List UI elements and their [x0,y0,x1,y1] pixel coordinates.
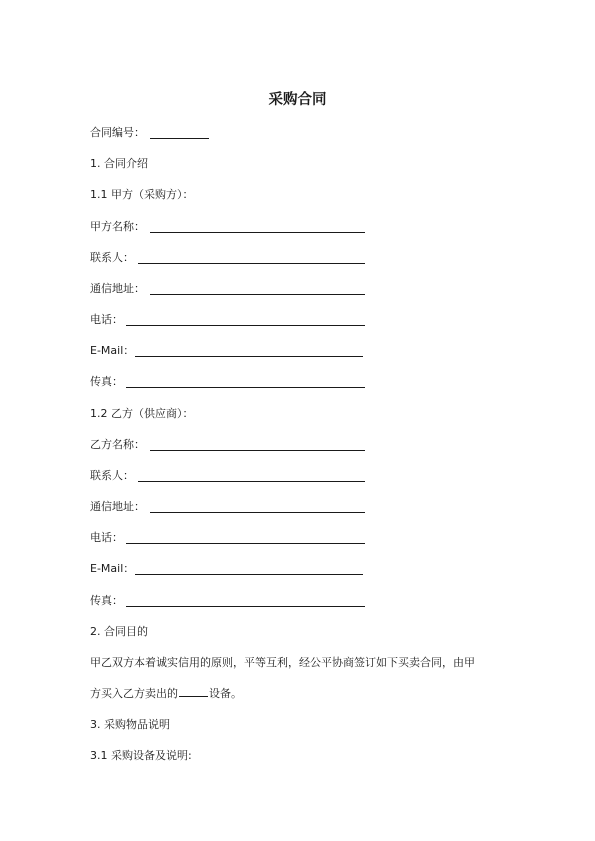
party-b-contact-label: 联系人： [90,469,134,482]
purpose-line-1: 甲乙双方本着诚实信用的原则，平等互利，经公平协商签订如下买卖合同，由甲 [90,656,475,669]
party-a-address-label: 通信地址： [90,282,145,295]
party-b-address-blank [150,512,365,513]
equipment-blank [179,696,208,697]
party-b-fax-blank [126,606,365,607]
party-a-name-blank [150,232,365,233]
party-a-heading: 1.1 甲方（采购方）： [90,188,194,201]
party-b-fax-label: 传真： [90,594,123,607]
party-a-contact-blank [138,263,365,264]
party-a-address-blank [150,294,365,295]
party-b-address-label: 通信地址： [90,500,145,513]
purpose-line-2-after: 设备。 [209,687,242,700]
party-a-phone-label: 电话： [90,313,123,326]
party-b-email-label: E-Mail： [90,562,135,575]
party-a-contact-label: 联系人： [90,251,134,264]
party-a-fax-label: 传真： [90,375,123,388]
party-a-email-label: E-Mail： [90,344,135,357]
section-1-heading: 1. 合同介绍 [90,157,148,170]
purpose-line-2-before: 方买入乙方卖出的 [90,687,178,700]
party-a-name-label: 甲方名称： [90,220,145,233]
party-b-heading: 1.2 乙方（供应商）： [90,407,194,420]
party-a-phone-blank [126,325,365,326]
party-b-name-blank [150,450,365,451]
contract-no-blank [150,138,209,139]
party-b-phone-label: 电话： [90,531,123,544]
contract-no-label: 合同编号： [90,126,145,139]
purpose-line-2 [90,687,242,701]
party-a-email-blank [135,356,363,357]
party-b-contact-blank [138,481,365,482]
subsection-3-1-heading: 3.1 采购设备及说明: [90,749,192,762]
party-b-name-label: 乙方名称： [90,438,145,451]
party-b-email-blank [135,574,363,575]
party-a-fax-blank [126,387,365,388]
party-b-phone-blank [126,543,365,544]
document-title: 采购合同 [268,92,327,108]
section-2-heading: 2. 合同目的 [90,625,148,638]
section-3-heading: 3. 采购物品说明 [90,718,170,731]
